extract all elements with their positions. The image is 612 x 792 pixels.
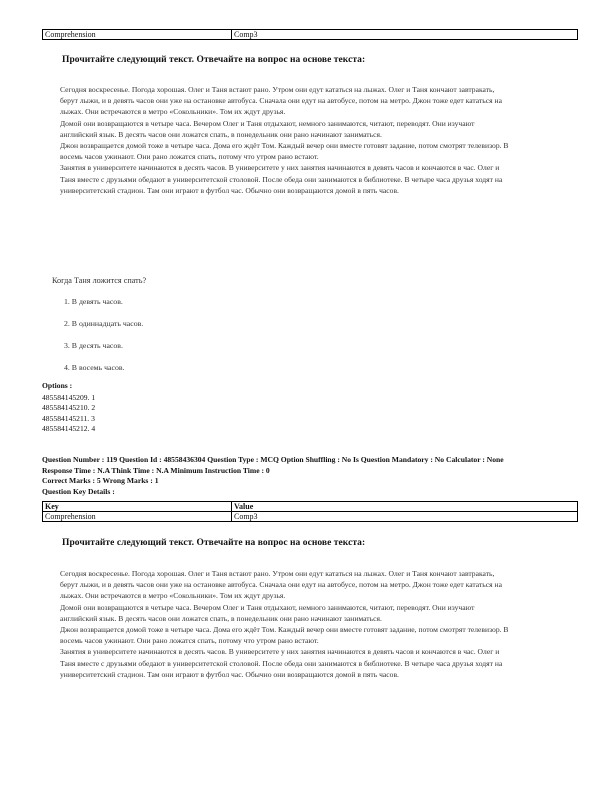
- reading-passage: [60, 84, 512, 196]
- table-header-row: [43, 502, 578, 512]
- table-value-cell: Comp3: [232, 512, 578, 522]
- option-id-item: 485584145210. 2: [42, 403, 96, 413]
- passage-paragraph: Джон возвращается домой тоже в четыре часа. Дома его ждёт Том. Каждый вечер они вместе готовят задание, потом смотрят телевизор. В восемь часов ужинают. Они рано ложатся спать, потому что утром рано встают.: [60, 625, 509, 646]
- metadata-line: Question Number : 119 Question Id : 48558436304 Question Type : MCQ Option Shuffling : No Is Question Mandatory : No Calculator : None: [42, 455, 504, 464]
- passage-paragraph: Джон возвращается домой тоже в четыре часа. Дома его ждёт Том. Каждый вечер они вместе готовят задание, потом смотрят телевизор. В восемь часов ужинают. Они рано ложатся спать, потому что утром рано встают.: [60, 141, 509, 162]
- table-row: [43, 512, 578, 522]
- table-value-cell: Comp3: [232, 30, 578, 40]
- question-text: Когда Таня ложится спать?: [52, 276, 147, 285]
- passage-paragraph: Сегодня воскресенье. Погода хорошая. Олег и Таня встают рано. Утром они едут кататься на лыжах. Олег и Таня кончают завтракать, берут лыжи, и в девять часов они уже на остановке автобуса. Сначала они едут на автобусе, потом на метро. Джон тоже едет кататься на лыжах. Они встречаются в метро «Сокольники». Том их ждут друзья.: [60, 85, 502, 117]
- table-key-cell: Comprehension: [43, 512, 232, 522]
- question-metadata: [42, 455, 582, 497]
- answer-option-1: 1. В девять часов.: [64, 297, 123, 306]
- options-label: Options :: [42, 381, 73, 390]
- table-row: [43, 30, 578, 40]
- table-header-key: Key: [43, 502, 232, 512]
- reading-passage: [60, 568, 512, 680]
- answer-option-3: 3. В десять часов.: [64, 341, 123, 350]
- question-key-table: [42, 501, 578, 522]
- passage-paragraph: Занятия в университете начинаются в десять часов. В университете у них занятия начинаются в девять часов и кончаются в час. Олег и Таня вместе с друзьями обедают в университетской столовой. После обеда они занимаются в библиотеке. В четыре часа друзья ходят на университетский стадион. Там они играют в футбол час. Обычно они возвращаются домой в пять часов.: [60, 163, 503, 195]
- passage-heading: Прочитайте следующий текст. Отвечайте на вопрос на основе текста:: [62, 538, 366, 548]
- metadata-line: Response Time : N.A Think Time : N.A Minimum Instruction Time : 0: [42, 465, 270, 475]
- table-key-cell: Comprehension: [43, 30, 232, 40]
- option-id-item: 485584145212. 4: [42, 424, 96, 434]
- top-comprehension-table: [42, 29, 578, 40]
- passage-paragraph: Домой они возвращаются в четыре часа. Вечером Олег и Таня отдыхают, немного занимаются, читают, переводят. Они изучают английский язык. В десять часов они ложатся спать, в понедельник они рано начинают заниматься.: [60, 118, 475, 139]
- metadata-line: Question Key Details :: [42, 486, 115, 496]
- passage-paragraph: Сегодня воскресенье. Погода хорошая. Олег и Таня встают рано. Утром они едут кататься на лыжах. Олег и Таня кончают завтракать, берут лыжи, и в девять часов они уже на остановке автобуса. Сначала они едут на автобусе, потом на метро. Джон тоже едет кататься на лыжах. Они встречаются в метро «Сокольники». Том их ждут друзья.: [60, 569, 502, 601]
- option-id-item: 485584145211. 3: [42, 413, 95, 423]
- option-id-list: [42, 393, 95, 435]
- passage-paragraph: Домой они возвращаются в четыре часа. Вечером Олег и Таня отдыхают, немного занимаются, читают, переводят. Они изучают английский язык. В десять часов они ложатся спать, в понедельник они рано начинают заниматься.: [60, 602, 475, 623]
- answer-option-4: 4. В восемь часов.: [64, 363, 125, 372]
- option-id-item: 485584145209. 1: [42, 393, 96, 402]
- table-header-value: Value: [232, 502, 578, 512]
- metadata-line: Correct Marks : 5 Wrong Marks : 1: [42, 476, 159, 485]
- answer-option-2: 2. В одиннадцать часов.: [64, 319, 144, 328]
- passage-paragraph: Занятия в университете начинаются в десять часов. В университете у них занятия начинаются в девять часов и кончаются в час. Олег и Таня вместе с друзьями обедают в университетской столовой. После обеда они занимаются в библиотеке. В четыре часа друзья ходят на университетский стадион. Там они играют в футбол час. Обычно они возвращаются домой в пять часов.: [60, 647, 503, 679]
- passage-heading: Прочитайте следующий текст. Отвечайте на вопрос на основе текста:: [62, 55, 366, 65]
